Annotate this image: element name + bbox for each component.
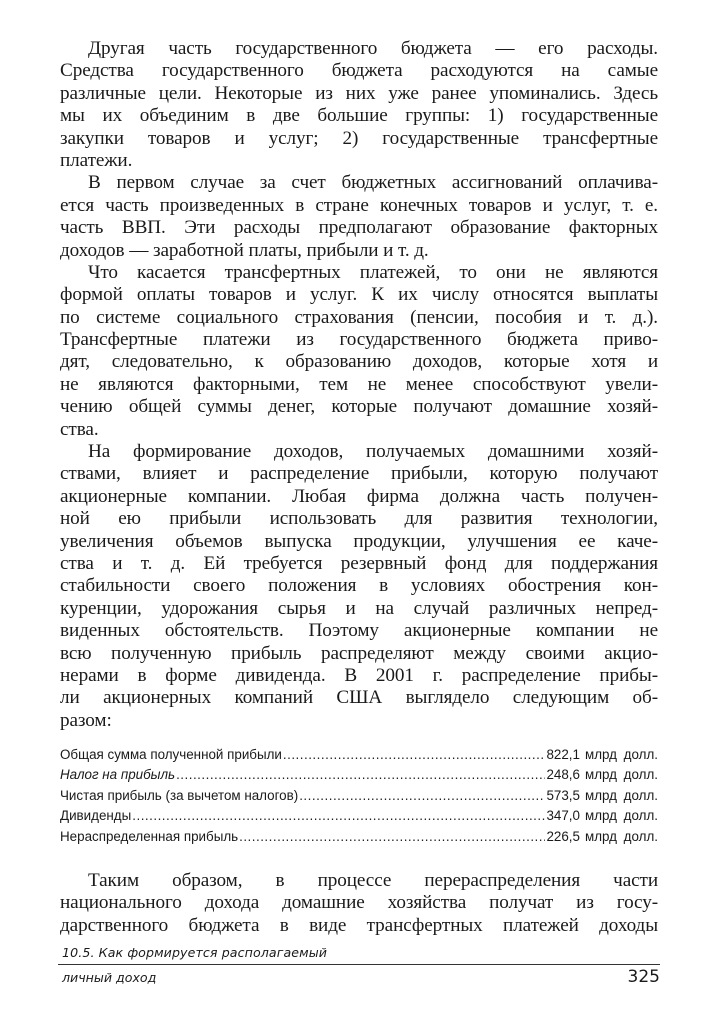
text-line: формой оплаты товаров и услуг. К их числу относятся выплаты: [60, 284, 658, 306]
table-row-dividends: [60, 806, 658, 826]
dot-leader: [239, 827, 545, 847]
table-row-total-profit: [60, 745, 658, 765]
text-line: В первом случае за счет бюджетных ассигнований оплачива-: [88, 172, 658, 194]
text-line: закупки товаров и услуг; 2) государственные трансфертные: [60, 127, 658, 149]
row-label: Налог на прибыль: [60, 767, 176, 783]
text-line: не являются факторными, тем не менее способствуют увели-: [60, 373, 658, 395]
text-line: различные цели. Некоторые из них уже ранее упоминались. Здесь: [60, 82, 658, 104]
row-value: 822,1: [546, 747, 580, 762]
dot-leader: [299, 786, 545, 806]
text-line: Средства государственного бюджета расходуются на самые: [60, 60, 658, 82]
text-line: всю полученную прибыль распределяют между своими акцио-: [60, 642, 658, 664]
row-unit: млрд долл.: [584, 828, 658, 844]
paragraph-budget-expenditures: [60, 38, 658, 172]
row-value: 573,5: [546, 787, 580, 803]
page-number: 325: [627, 967, 660, 987]
text-line: акционерные компании. Любая фирма должна часть получен-: [60, 485, 658, 507]
text-line: нерами в форме дивиденда. В 2001 г. распределение прибы-: [60, 664, 658, 686]
dot-leader: [132, 806, 545, 826]
profit-distribution-table: [60, 745, 658, 847]
row-label: Нераспределенная прибыль: [60, 828, 239, 844]
text-line: ства.: [60, 418, 99, 440]
dot-leader: [176, 765, 545, 785]
text-line: платежи.: [60, 149, 133, 171]
page-footer: [58, 944, 660, 988]
row-label: Чистая прибыль (за вычетом налогов): [60, 787, 299, 803]
text-line: Что касается трансфертных платежей, то они не являются: [88, 261, 658, 283]
text-line: стабильности своего положения в условиях обострения кон-: [60, 575, 658, 597]
text-line: увеличения объемов выпуска продукции, улучшения ее каче-: [60, 530, 658, 552]
text-line: по системе социального страхования (пенсии, пособия и т. д.).: [60, 306, 658, 328]
text-line: дят, следовательно, к образованию доходов, которые хотя и: [60, 351, 658, 373]
row-unit: млрд долл.: [584, 767, 658, 783]
text-line: чению общей суммы денег, которые получают домашние хозяй-: [60, 396, 658, 418]
text-line: дарственного бюджета в виде трансфертных платежей доходы: [60, 914, 658, 936]
dot-leader: [283, 745, 546, 765]
row-label: Общая сумма полученной прибыли: [60, 747, 282, 762]
text-line: национального дохода домашние хозяйства получат из госу-: [60, 892, 658, 914]
row-value: 226,5: [546, 828, 580, 844]
text-line: ства и т. д. Ей требуется резервный фонд для поддержания: [60, 552, 658, 574]
text-line: Таким образом, в процессе перераспределения части: [88, 870, 658, 891]
text-line: куренции, удорожания сырья и на случай различных непред-: [60, 597, 658, 619]
paragraph-conclusion: [60, 870, 658, 937]
footer-bottom-row: [58, 967, 660, 988]
text-line: Другая часть государственного бюджета — его расходы.: [88, 38, 658, 59]
table-row-profit-tax: [60, 765, 658, 785]
paragraph-profit-distribution: [60, 441, 658, 732]
table-row-retained-earnings: [60, 827, 658, 847]
table-row-net-profit: [60, 786, 658, 806]
row-value: 248,6: [546, 767, 580, 783]
text-line: ствами, влияет и распределение прибыли, которую получают: [60, 463, 658, 485]
page-body: [60, 38, 658, 732]
text-line: мы их объединим в две большие группы: 1) государственные: [60, 105, 658, 127]
text-line: ли акционерных компаний США выглядело следующим об-: [60, 687, 658, 709]
paragraph-first-case: [60, 172, 658, 262]
section-title-line1: 10.5. Как формируется располагаемый: [62, 945, 328, 960]
row-label: Дивиденды: [60, 808, 132, 824]
row-value: 347,0: [546, 808, 580, 824]
footer-divider: [58, 964, 660, 965]
text-line: На формирование доходов, получаемых домашними хозяй-: [88, 441, 658, 463]
paragraph-transfer-payments: [60, 262, 658, 441]
text-line: Трансфертные платежи из государственного бюджета приво-: [60, 329, 658, 351]
text-line: часть ВВП. Эти расходы предполагают образование факторных: [60, 217, 658, 239]
text-line: доходов — заработной платы, прибыли и т. д.: [60, 239, 429, 261]
text-line: разом:: [60, 709, 112, 731]
row-unit: млрд долл.: [584, 808, 658, 824]
row-unit: млрд долл.: [584, 787, 658, 803]
row-unit: млрд долл.: [584, 747, 658, 762]
text-line: ной ею прибыли использовать для развития технологии,: [60, 508, 658, 530]
text-line: виденных обстоятельств. Поэтому акционерные компании не: [60, 620, 658, 642]
section-title-line2: личный доход: [62, 970, 157, 985]
text-line: ется часть произведенных в стране конечных товаров и услуг, т. е.: [60, 194, 658, 216]
